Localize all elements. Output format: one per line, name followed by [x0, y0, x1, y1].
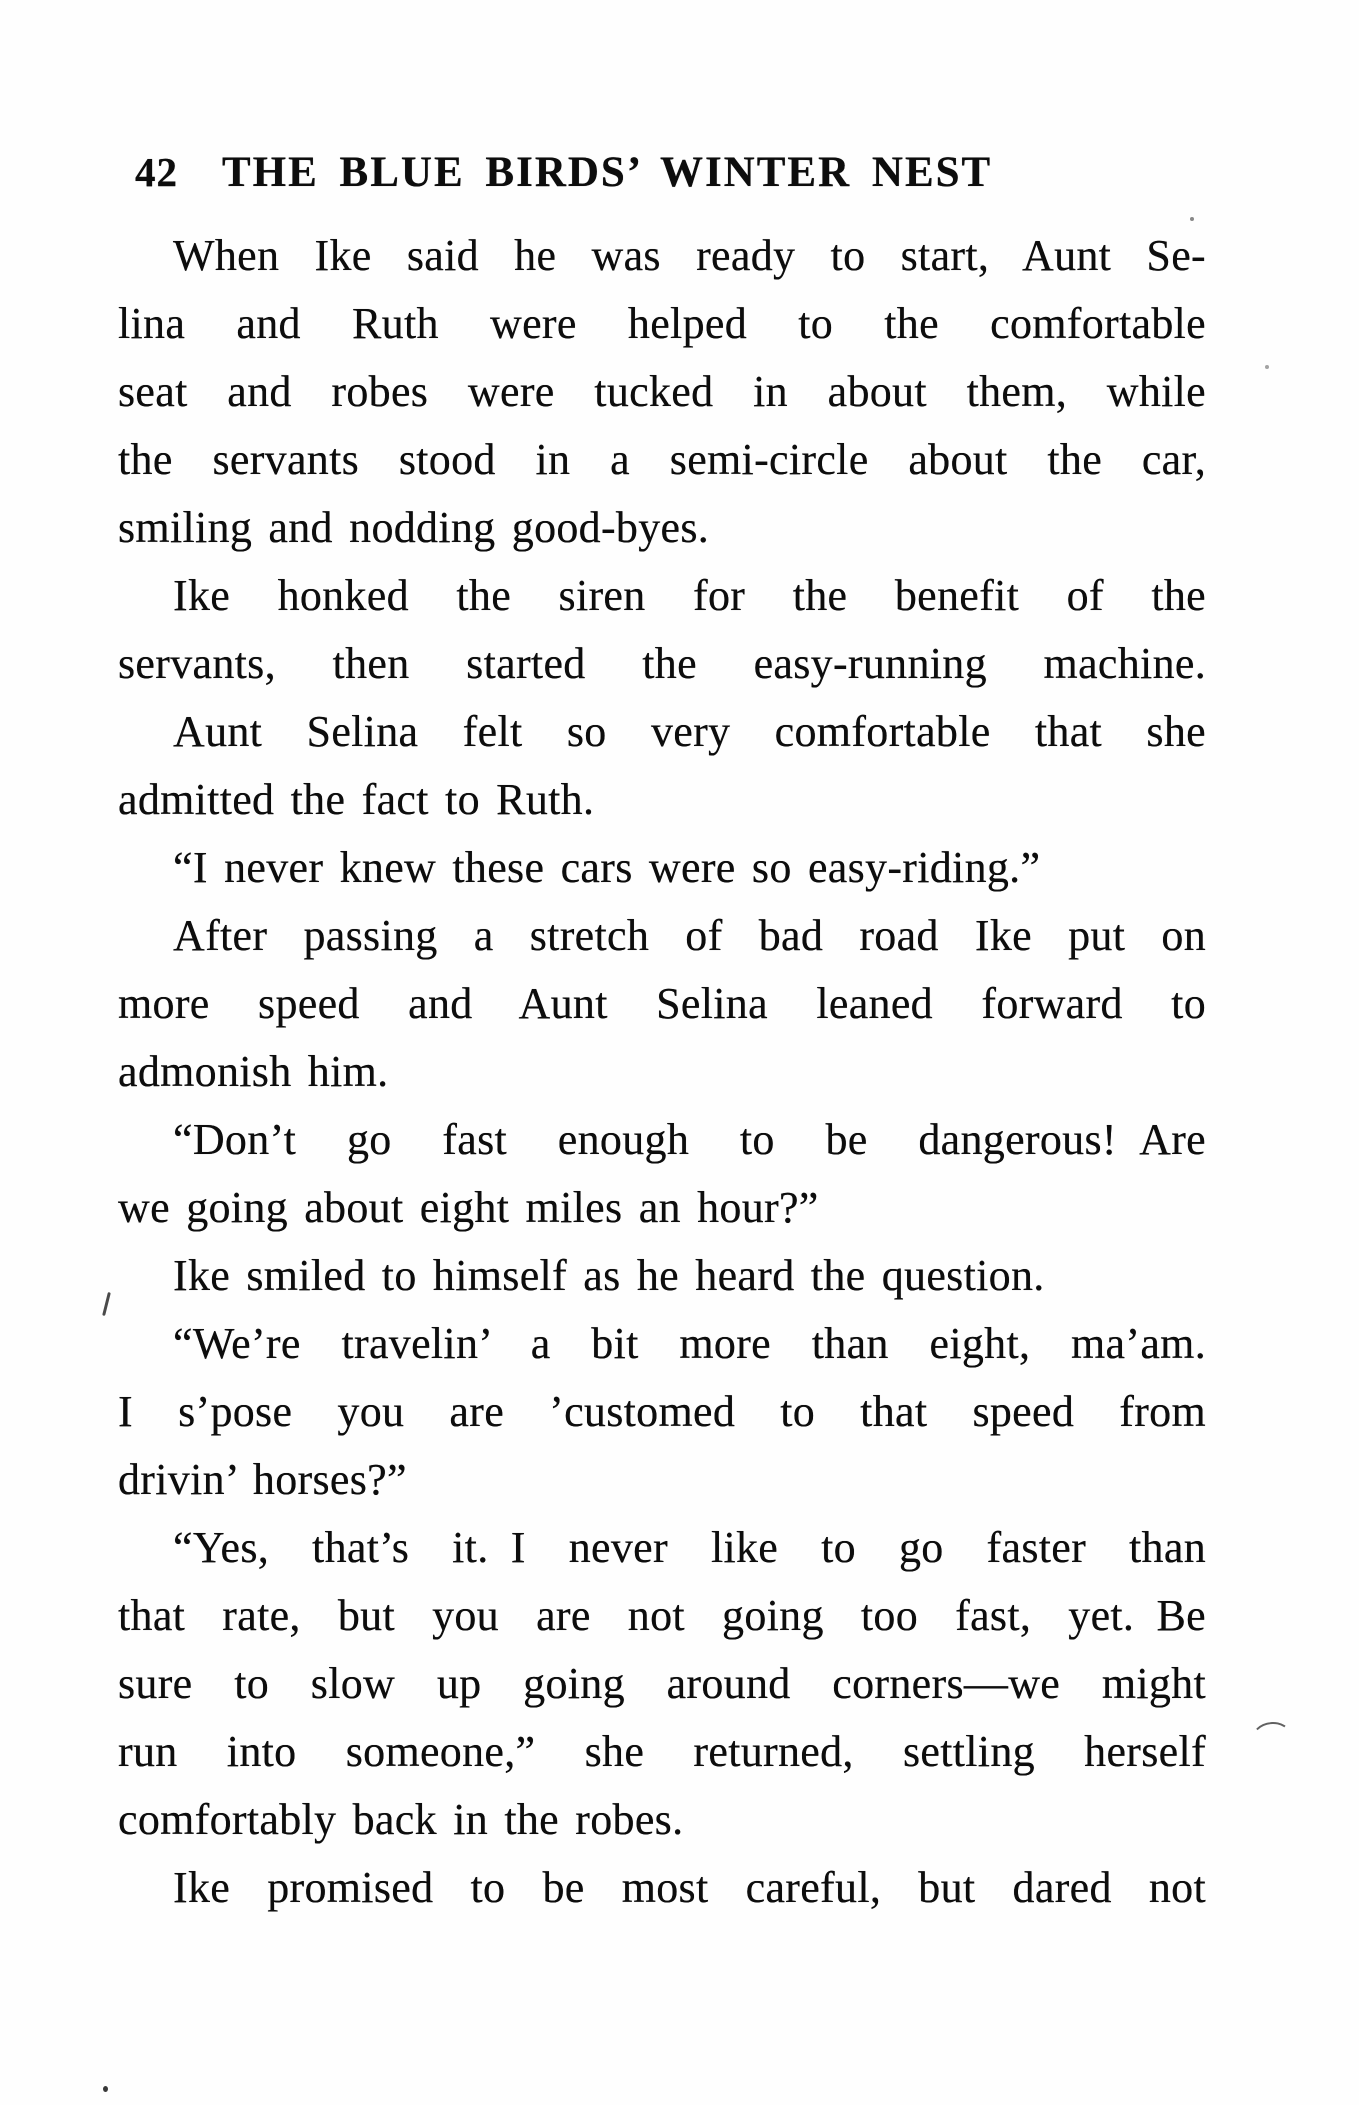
- page-number: 42: [135, 149, 178, 195]
- text-line: admonish him.: [118, 1047, 389, 1096]
- text-line: Aunt Selina felt so very comfortable that she: [173, 707, 1206, 756]
- text-line: “We’re travelin’ a bit more than eight, ma’am.: [173, 1319, 1206, 1368]
- text-line: we going about eight miles an hour?”: [118, 1183, 819, 1232]
- running-header: [135, 148, 992, 197]
- text-line: smiling and nodding good-byes.: [118, 503, 710, 552]
- text-line: After passing a stretch of bad road Ike put on: [173, 911, 1206, 960]
- text-line: Ike honked the siren for the benefit of the: [173, 571, 1206, 620]
- text-line: that rate, but you are not going too fast, yet. Be: [118, 1591, 1206, 1640]
- text-line: “I never knew these cars were so easy-riding.”: [173, 843, 1041, 892]
- text-line: admitted the fact to Ruth.: [118, 775, 595, 824]
- text-line: “Yes, that’s it. I never like to go faster than: [173, 1523, 1206, 1572]
- scan-speck: [103, 2086, 108, 2092]
- page-title: THE BLUE BIRDS’ WINTER NEST: [222, 149, 993, 196]
- scan-mark-arc: [1250, 1720, 1293, 1756]
- text-line: comfortably back in the robes.: [118, 1795, 684, 1844]
- text-line: drivin’ horses?”: [118, 1455, 407, 1504]
- text-line: the servants stood in a semi-circle about the car,: [118, 435, 1206, 484]
- text-line: I s’pose you are ’customed to that speed from: [118, 1387, 1206, 1436]
- scan-mark-slash: [102, 1292, 111, 1316]
- text-block: [118, 222, 1206, 1922]
- scan-speck: [1190, 217, 1194, 221]
- text-line: run into someone,” she returned, settling herself: [118, 1727, 1206, 1776]
- text-line: When Ike said he was ready to start, Aunt Se-: [173, 231, 1206, 280]
- text-line: more speed and Aunt Selina leaned forward to: [118, 979, 1206, 1028]
- text-line: Ike promised to be most careful, but dared not: [173, 1863, 1206, 1912]
- text-line: Ike smiled to himself as he heard the question.: [173, 1251, 1045, 1300]
- text-line: servants, then started the easy-running machine.: [118, 639, 1206, 688]
- scan-speck: [1265, 365, 1269, 369]
- text-line: sure to slow up going around corners—we might: [118, 1659, 1206, 1708]
- text-line: seat and robes were tucked in about them, while: [118, 367, 1206, 416]
- text-line: lina and Ruth were helped to the comfortable: [118, 299, 1206, 348]
- text-line: “Don’t go fast enough to be dangerous! Are: [173, 1115, 1206, 1164]
